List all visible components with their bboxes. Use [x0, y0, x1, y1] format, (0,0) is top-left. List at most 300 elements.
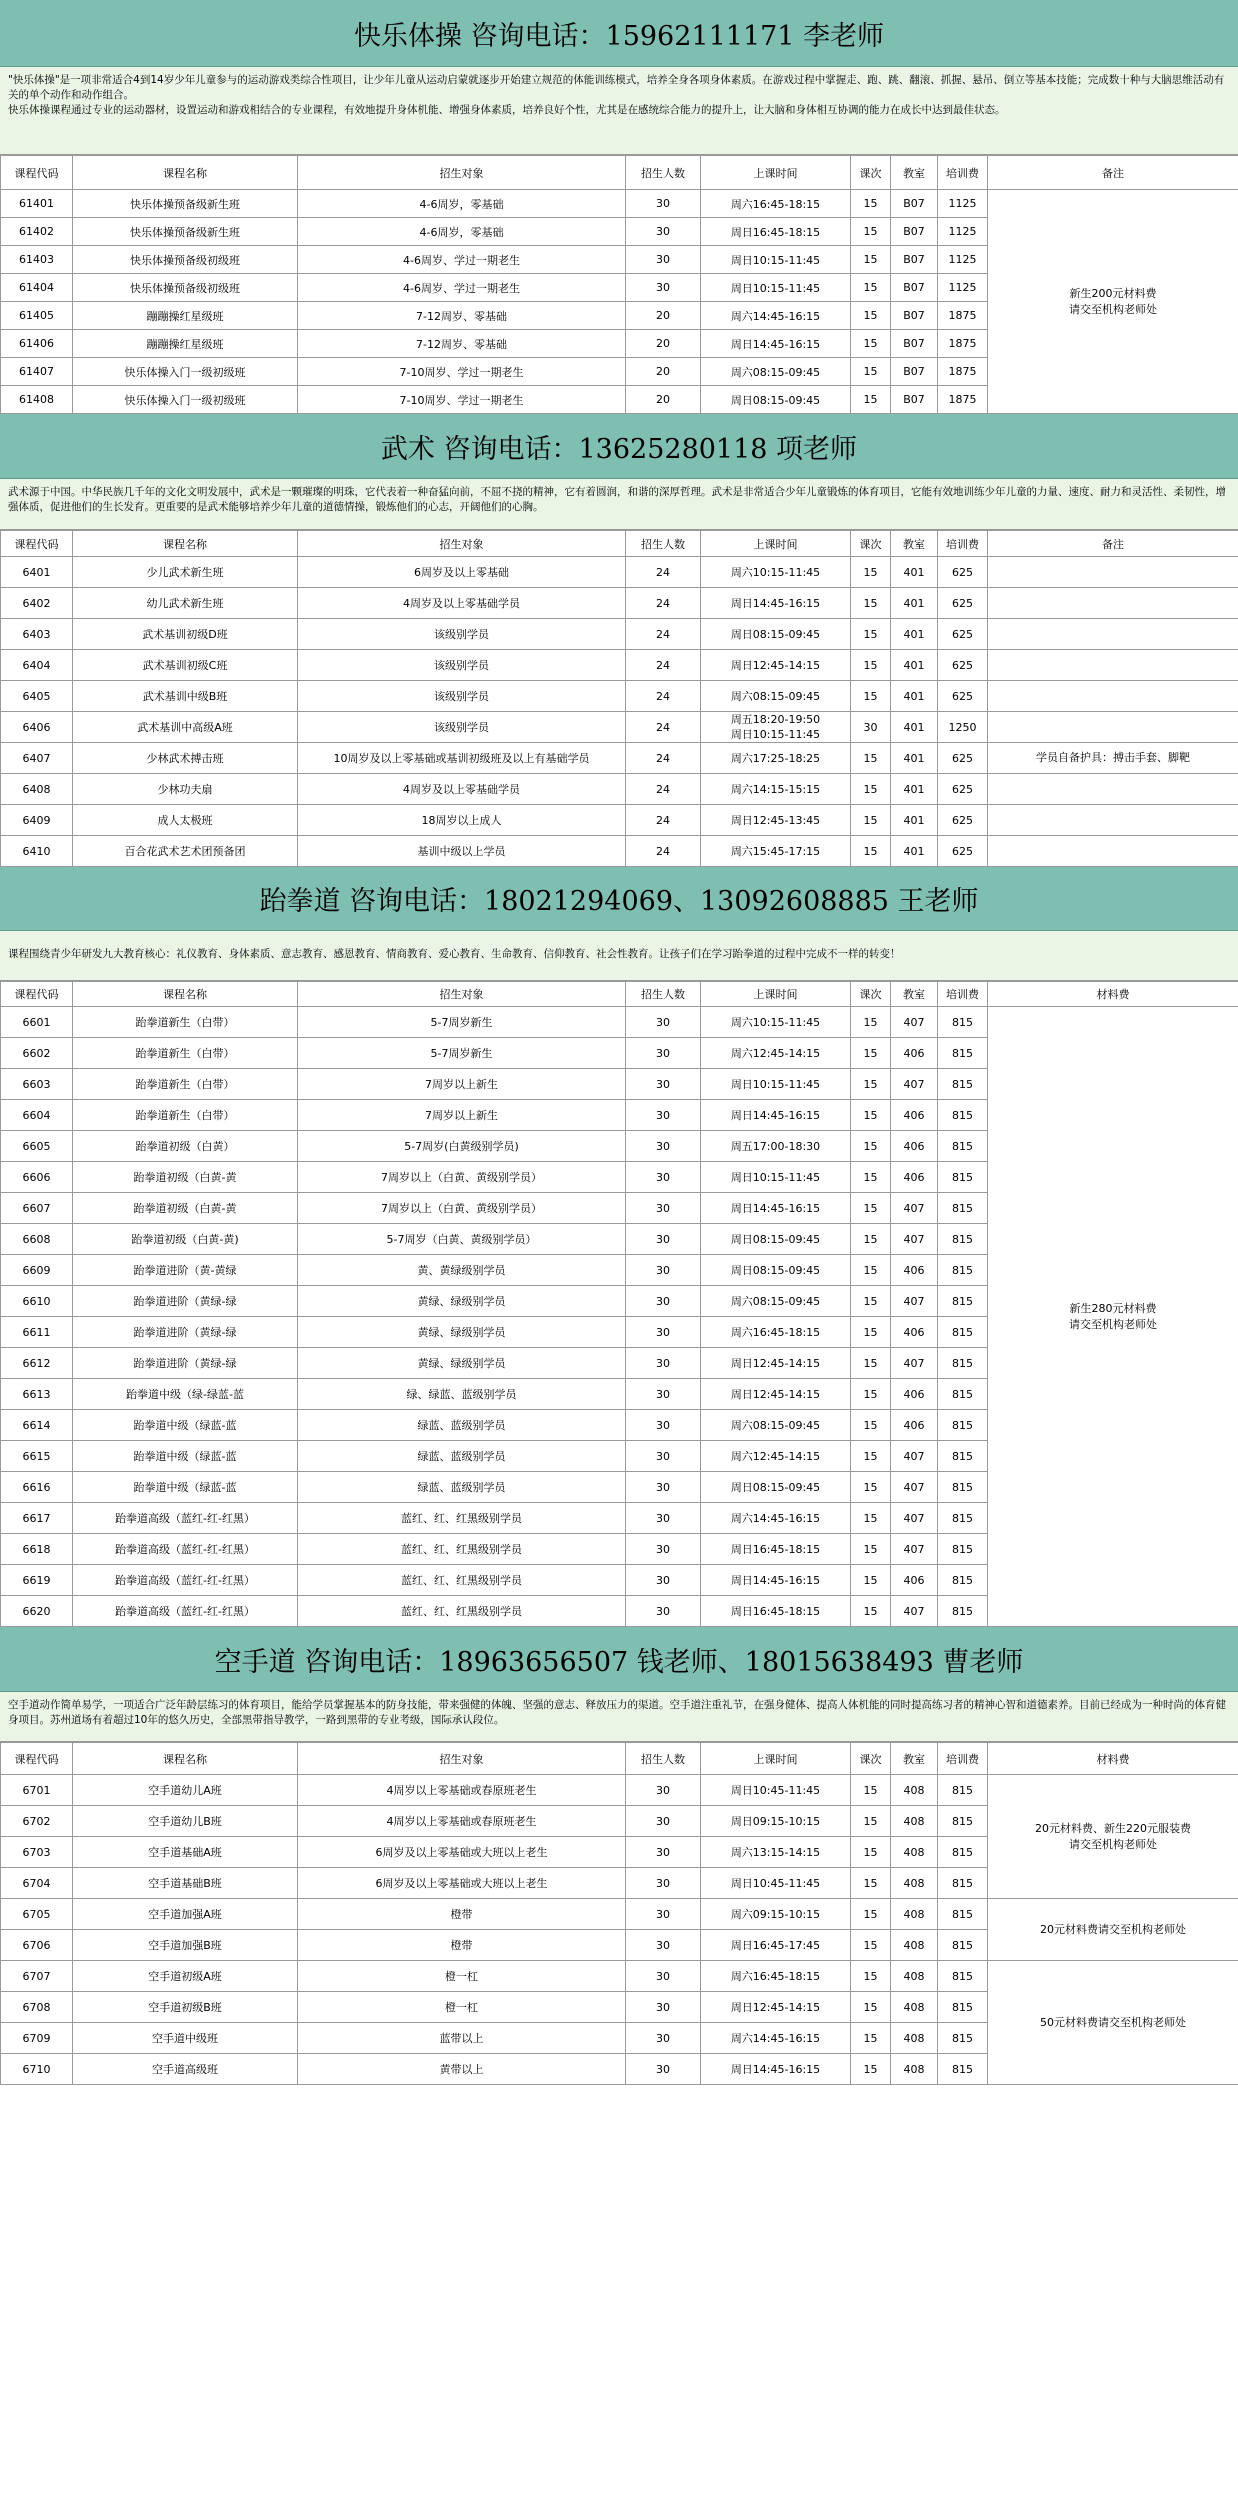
cell-time: 周日09:15-10:15 [701, 1806, 851, 1837]
cell-lessons: 15 [851, 619, 891, 650]
header-count: 招生人数 [626, 1743, 701, 1775]
cell-room: 408 [891, 2054, 938, 2085]
taekwondo-table [0, 981, 1238, 1627]
cell-time: 周五17:00-18:30 [701, 1131, 851, 1162]
cell-fee: 815 [938, 1899, 988, 1930]
cell-code: 6701 [1, 1775, 73, 1806]
cell-time: 周日10:15-11:45 [701, 274, 851, 302]
cell-fee: 1875 [938, 302, 988, 330]
cell-count: 20 [626, 330, 701, 358]
cell-lessons: 15 [851, 386, 891, 414]
cell-fee: 815 [938, 1255, 988, 1286]
cell-fee: 625 [938, 557, 988, 588]
cell-target: 基训中级以上学员 [298, 836, 626, 867]
cell-name: 空手道初级B班 [73, 1992, 298, 2023]
cell-fee: 815 [938, 1069, 988, 1100]
cell-time: 周日10:45-11:45 [701, 1775, 851, 1806]
cell-lessons: 15 [851, 1131, 891, 1162]
cell-fee: 625 [938, 681, 988, 712]
header-target: 招生对象 [298, 156, 626, 190]
cell-lessons: 15 [851, 650, 891, 681]
cell-name: 跆拳道新生（白带） [73, 1069, 298, 1100]
cell-code: 6703 [1, 1837, 73, 1868]
cell-time: 周日08:15-09:45 [701, 1255, 851, 1286]
cell-code: 61405 [1, 302, 73, 330]
cell-fee: 815 [938, 1100, 988, 1131]
cell-fee: 815 [938, 1038, 988, 1069]
cell-time: 周日08:15-09:45 [701, 619, 851, 650]
cell-count: 30 [626, 1441, 701, 1472]
cell-count: 30 [626, 1007, 701, 1038]
cell-fee: 815 [938, 1930, 988, 1961]
header-lessons: 课次 [851, 1743, 891, 1775]
cell-fee: 815 [938, 1503, 988, 1534]
cell-lessons: 15 [851, 1961, 891, 1992]
header-material: 材料费 [988, 1743, 1238, 1775]
cell-name: 跆拳道新生（白带） [73, 1007, 298, 1038]
cell-count: 30 [626, 1961, 701, 1992]
cell-count: 30 [626, 1286, 701, 1317]
cell-target: 10周岁及以上零基础或基训初级班及以上有基础学员 [298, 743, 626, 774]
cell-name: 少儿武术新生班 [73, 557, 298, 588]
cell-name: 跆拳道新生（白带） [73, 1038, 298, 1069]
cell-time: 周六14:45-16:15 [701, 2023, 851, 2054]
cell-time: 周日16:45-18:15 [701, 218, 851, 246]
cell-target: 绿蓝、蓝级别学员 [298, 1441, 626, 1472]
cell-fee: 815 [938, 1961, 988, 1992]
cell-time: 周六16:45-18:15 [701, 1317, 851, 1348]
table-row [1, 743, 1238, 774]
cell-code: 6608 [1, 1224, 73, 1255]
cell-lessons: 15 [851, 1317, 891, 1348]
cell-fee: 1875 [938, 330, 988, 358]
cell-room: 407 [891, 1534, 938, 1565]
cell-count: 30 [626, 2023, 701, 2054]
cell-target: 4-6周岁、学过一期老生 [298, 274, 626, 302]
cell-fee: 815 [938, 1868, 988, 1899]
cell-name: 幼儿武术新生班 [73, 588, 298, 619]
cell-code: 6612 [1, 1348, 73, 1379]
cell-code: 6601 [1, 1007, 73, 1038]
cell-count: 30 [626, 1930, 701, 1961]
cell-code: 6709 [1, 2023, 73, 2054]
cell-time: 周日08:15-09:45 [701, 1224, 851, 1255]
cell-fee: 815 [938, 1837, 988, 1868]
cell-code: 61407 [1, 358, 73, 386]
cell-lessons: 15 [851, 190, 891, 218]
cell-time: 周日16:45-18:15 [701, 1534, 851, 1565]
cell-code: 6613 [1, 1379, 73, 1410]
cell-target: 5-7周岁（白黄、黄级别学员） [298, 1224, 626, 1255]
cell-code: 6604 [1, 1100, 73, 1131]
cell-count: 30 [626, 1534, 701, 1565]
cell-code: 6403 [1, 619, 73, 650]
cell-room: 407 [891, 1069, 938, 1100]
cell-code: 6607 [1, 1193, 73, 1224]
cell-room: 406 [891, 1317, 938, 1348]
cell-time: 周六08:15-09:45 [701, 1410, 851, 1441]
cell-code: 6619 [1, 1565, 73, 1596]
cell-target: 4周岁以上零基础或春原班老生 [298, 1806, 626, 1837]
cell-material-note: 20元材料费、新生220元服装费 请交至机构老师处 [988, 1775, 1238, 1899]
cell-name: 跆拳道中级（绿-绿蓝-蓝 [73, 1379, 298, 1410]
header-name: 课程名称 [73, 156, 298, 190]
cell-code: 61406 [1, 330, 73, 358]
cell-time: 周六13:15-14:15 [701, 1837, 851, 1868]
header-target: 招生对象 [298, 531, 626, 557]
header-note: 备注 [988, 156, 1238, 190]
cell-target: 橙一杠 [298, 1992, 626, 2023]
header-lessons: 课次 [851, 982, 891, 1007]
cell-count: 30 [626, 1806, 701, 1837]
cell-target: 该级别学员 [298, 650, 626, 681]
cell-target: 该级别学员 [298, 619, 626, 650]
cell-room: 408 [891, 1868, 938, 1899]
cell-fee: 1125 [938, 190, 988, 218]
cell-target: 4周岁及以上零基础学员 [298, 588, 626, 619]
header-room: 教室 [891, 531, 938, 557]
table-row [1, 836, 1238, 867]
karate-table [0, 1742, 1238, 2085]
cell-code: 6702 [1, 1806, 73, 1837]
cell-lessons: 15 [851, 681, 891, 712]
cell-time: 周六16:45-18:15 [701, 190, 851, 218]
cell-time: 周日14:45-16:15 [701, 2054, 851, 2085]
cell-lessons: 15 [851, 1193, 891, 1224]
cell-lessons: 15 [851, 2054, 891, 2085]
gymnastics-table [0, 155, 1238, 414]
cell-time: 周日16:45-18:15 [701, 1596, 851, 1627]
cell-time: 周日10:45-11:45 [701, 1868, 851, 1899]
cell-room: 407 [891, 1348, 938, 1379]
cell-time: 周六14:45-16:15 [701, 302, 851, 330]
cell-lessons: 15 [851, 358, 891, 386]
cell-room: 406 [891, 1379, 938, 1410]
cell-lessons: 15 [851, 588, 891, 619]
header-fee: 培训费 [938, 982, 988, 1007]
cell-room: 406 [891, 1162, 938, 1193]
cell-time: 周六10:15-11:45 [701, 1007, 851, 1038]
header-note: 备注 [988, 531, 1238, 557]
cell-name: 空手道幼儿A班 [73, 1775, 298, 1806]
table-row [1, 619, 1238, 650]
cell-target: 5-7周岁(白黄级别学员) [298, 1131, 626, 1162]
cell-code: 6406 [1, 712, 73, 743]
cell-count: 24 [626, 588, 701, 619]
header-count: 招生人数 [626, 531, 701, 557]
cell-target: 6周岁及以上零基础 [298, 557, 626, 588]
cell-fee: 815 [938, 1806, 988, 1837]
cell-time: 周日12:45-14:15 [701, 1992, 851, 2023]
cell-target: 橙带 [298, 1930, 626, 1961]
cell-code: 6616 [1, 1472, 73, 1503]
cell-name: 成人太极班 [73, 805, 298, 836]
cell-lessons: 15 [851, 805, 891, 836]
cell-target: 橙一杠 [298, 1961, 626, 1992]
cell-name: 快乐体操预备级初级班 [73, 246, 298, 274]
cell-name: 蹦蹦操红星级班 [73, 302, 298, 330]
cell-target: 蓝红、红、红黑级别学员 [298, 1534, 626, 1565]
cell-room: 401 [891, 743, 938, 774]
cell-code: 6602 [1, 1038, 73, 1069]
cell-count: 30 [626, 1868, 701, 1899]
cell-lessons: 15 [851, 1410, 891, 1441]
cell-name: 空手道初级A班 [73, 1961, 298, 1992]
cell-time: 周日08:15-09:45 [701, 1472, 851, 1503]
cell-code: 6605 [1, 1131, 73, 1162]
cell-name: 跆拳道高级（蓝红-红-红黑） [73, 1534, 298, 1565]
cell-target: 7周岁以上（白黄、黄级别学员） [298, 1193, 626, 1224]
header-name: 课程名称 [73, 531, 298, 557]
cell-name: 跆拳道进阶（黄-黄绿 [73, 1255, 298, 1286]
cell-name: 空手道幼儿B班 [73, 1806, 298, 1837]
cell-code: 61408 [1, 386, 73, 414]
cell-lessons: 15 [851, 1472, 891, 1503]
table-row [1, 774, 1238, 805]
cell-fee: 815 [938, 2023, 988, 2054]
cell-name: 快乐体操预备级新生班 [73, 190, 298, 218]
cell-time: 周日10:15-11:45 [701, 1069, 851, 1100]
cell-target: 绿蓝、蓝级别学员 [298, 1472, 626, 1503]
cell-count: 30 [626, 1379, 701, 1410]
cell-name: 跆拳道初级（白黄） [73, 1131, 298, 1162]
cell-name: 跆拳道高级（蓝红-红-红黑） [73, 1503, 298, 1534]
cell-lessons: 15 [851, 218, 891, 246]
cell-code: 6618 [1, 1534, 73, 1565]
cell-room: 406 [891, 1038, 938, 1069]
cell-room: 408 [891, 1837, 938, 1868]
cell-count: 30 [626, 1472, 701, 1503]
header-name: 课程名称 [73, 1743, 298, 1775]
cell-room: B07 [891, 330, 938, 358]
cell-name: 跆拳道新生（白带） [73, 1100, 298, 1131]
cell-count: 30 [626, 1038, 701, 1069]
cell-code: 6405 [1, 681, 73, 712]
table-header [1, 531, 1238, 557]
cell-note [988, 836, 1238, 867]
wushu-description: 武术源于中国。中华民族几千年的文化文明发展中，武术是一颗璀璨的明珠，它代表着一种奋猛向前，不屈不挠的精神，它有着圆润，和谐的深厚哲理。武术是非常适合少年儿童锻炼的体育项目，它能有效地训练少年儿童的力量、速度、耐力和灵活性、柔韧性，增强体质，促进他们的生长发育。更重要的是武术能够培养少年儿童的道德情操，锻炼他们的心志，开阔他们的心胸。 [0, 479, 1238, 530]
cell-room: 401 [891, 836, 938, 867]
cell-fee: 815 [938, 1348, 988, 1379]
cell-count: 20 [626, 386, 701, 414]
cell-name: 空手道高级班 [73, 2054, 298, 2085]
cell-count: 30 [626, 218, 701, 246]
cell-name: 武术基训初级D班 [73, 619, 298, 650]
header-name: 课程名称 [73, 982, 298, 1007]
table-header [1, 156, 1238, 190]
cell-name: 快乐体操入门一级初级班 [73, 358, 298, 386]
cell-room: 401 [891, 650, 938, 681]
cell-target: 18周岁以上成人 [298, 805, 626, 836]
cell-lessons: 15 [851, 557, 891, 588]
cell-code: 6708 [1, 1992, 73, 2023]
cell-name: 快乐体操预备级初级班 [73, 274, 298, 302]
cell-target: 绿蓝、蓝级别学员 [298, 1410, 626, 1441]
table-header [1, 1743, 1238, 1775]
cell-room: 407 [891, 1596, 938, 1627]
table-row [1, 1775, 1238, 1806]
header-fee: 培训费 [938, 156, 988, 190]
cell-time: 周日10:15-11:45 [701, 246, 851, 274]
cell-note [988, 774, 1238, 805]
cell-name: 跆拳道中级（绿蓝-蓝 [73, 1472, 298, 1503]
header-fee: 培训费 [938, 531, 988, 557]
cell-fee: 625 [938, 650, 988, 681]
cell-fee: 625 [938, 805, 988, 836]
cell-target: 4周岁及以上零基础学员 [298, 774, 626, 805]
gymnastics-description-p2: 快乐体操课程通过专业的运动器材，设置运动和游戏相结合的专业课程，有效地提升身体机能、增强身体素质，培养良好个性，尤其是在感统综合能力的提升上，让大脑和身体相互协调的能力在成长中达到最佳状态。 [8, 104, 1006, 116]
cell-count: 24 [626, 557, 701, 588]
cell-room: 407 [891, 1441, 938, 1472]
cell-name: 蹦蹦操红星级班 [73, 330, 298, 358]
cell-fee: 815 [938, 1534, 988, 1565]
cell-count: 20 [626, 358, 701, 386]
cell-count: 30 [626, 1503, 701, 1534]
cell-lessons: 15 [851, 774, 891, 805]
cell-room: B07 [891, 274, 938, 302]
cell-room: 408 [891, 1899, 938, 1930]
cell-count: 30 [626, 1317, 701, 1348]
header-code: 课程代码 [1, 1743, 73, 1775]
cell-room: 407 [891, 1224, 938, 1255]
cell-target: 该级别学员 [298, 712, 626, 743]
cell-name: 跆拳道初级（白黄-黄) [73, 1224, 298, 1255]
header-lessons: 课次 [851, 156, 891, 190]
cell-name: 少林功夫扇 [73, 774, 298, 805]
cell-code: 61402 [1, 218, 73, 246]
cell-fee: 815 [938, 1286, 988, 1317]
header-count: 招生人数 [626, 982, 701, 1007]
gymnastics-description [0, 67, 1238, 155]
cell-fee: 815 [938, 1224, 988, 1255]
cell-target: 黄带以上 [298, 2054, 626, 2085]
cell-target: 黄、黄绿级别学员 [298, 1255, 626, 1286]
cell-fee: 815 [938, 1193, 988, 1224]
cell-lessons: 15 [851, 1038, 891, 1069]
cell-lessons: 15 [851, 1007, 891, 1038]
cell-time: 周日12:45-14:15 [701, 650, 851, 681]
cell-time: 周日14:45-16:15 [701, 330, 851, 358]
cell-fee: 815 [938, 1131, 988, 1162]
table-row [1, 1899, 1238, 1930]
cell-code: 6409 [1, 805, 73, 836]
cell-fee: 625 [938, 619, 988, 650]
cell-lessons: 15 [851, 1837, 891, 1868]
cell-time: 周六12:45-14:15 [701, 1038, 851, 1069]
wushu-title: 武术 咨询电话：13625280118 项老师 [0, 414, 1238, 479]
cell-count: 30 [626, 1255, 701, 1286]
cell-note [988, 557, 1238, 588]
header-target: 招生对象 [298, 1743, 626, 1775]
cell-target: 5-7周岁新生 [298, 1038, 626, 1069]
cell-room: B07 [891, 302, 938, 330]
cell-code: 6401 [1, 557, 73, 588]
cell-code: 61401 [1, 190, 73, 218]
cell-lessons: 15 [851, 246, 891, 274]
cell-fee: 815 [938, 1379, 988, 1410]
cell-name: 武术基训中高级A班 [73, 712, 298, 743]
header-target: 招生对象 [298, 982, 626, 1007]
cell-time: 周六10:15-11:45 [701, 557, 851, 588]
cell-name: 跆拳道中级（绿蓝-蓝 [73, 1410, 298, 1441]
cell-name: 跆拳道初级（白黄-黄 [73, 1162, 298, 1193]
cell-time: 周日16:45-17:45 [701, 1930, 851, 1961]
cell-count: 30 [626, 1100, 701, 1131]
cell-fee: 815 [938, 1162, 988, 1193]
cell-room: 406 [891, 1100, 938, 1131]
cell-count: 30 [626, 1131, 701, 1162]
cell-target: 4-6周岁，零基础 [298, 190, 626, 218]
cell-target: 7-12周岁、零基础 [298, 330, 626, 358]
cell-fee: 815 [938, 1596, 988, 1627]
cell-lessons: 15 [851, 1503, 891, 1534]
cell-count: 30 [626, 1837, 701, 1868]
cell-code: 6707 [1, 1961, 73, 1992]
cell-time: 周日10:15-11:45 [701, 1162, 851, 1193]
cell-material-note: 20元材料费请交至机构老师处 [988, 1899, 1238, 1961]
cell-count: 30 [626, 2054, 701, 2085]
cell-name: 跆拳道高级（蓝红-红-红黑） [73, 1565, 298, 1596]
cell-time: 周六14:15-15:15 [701, 774, 851, 805]
cell-target: 黄绿、绿级别学员 [298, 1286, 626, 1317]
cell-room: 401 [891, 681, 938, 712]
cell-material-note: 新生280元材料费 请交至机构老师处 [988, 1007, 1238, 1627]
cell-code: 6606 [1, 1162, 73, 1193]
cell-code: 6704 [1, 1868, 73, 1899]
cell-room: 408 [891, 1992, 938, 2023]
cell-time: 周六08:15-09:45 [701, 358, 851, 386]
wushu-table [0, 530, 1238, 867]
cell-fee: 815 [938, 1441, 988, 1472]
cell-target: 7-10周岁、学过一期老生 [298, 386, 626, 414]
cell-lessons: 15 [851, 1868, 891, 1899]
cell-target: 黄绿、绿级别学员 [298, 1348, 626, 1379]
cell-time: 周六17:25-18:25 [701, 743, 851, 774]
cell-room: 401 [891, 588, 938, 619]
cell-lessons: 15 [851, 274, 891, 302]
cell-material-note: 新生200元材料费 请交至机构老师处 [988, 190, 1238, 414]
cell-lessons: 15 [851, 1930, 891, 1961]
table-header [1, 982, 1238, 1007]
cell-target: 绿、绿蓝、蓝级别学员 [298, 1379, 626, 1410]
cell-fee: 815 [938, 1992, 988, 2023]
cell-time: 周日12:45-14:15 [701, 1348, 851, 1379]
cell-code: 61403 [1, 246, 73, 274]
cell-lessons: 15 [851, 1992, 891, 2023]
cell-code: 6408 [1, 774, 73, 805]
cell-lessons: 15 [851, 1441, 891, 1472]
header-code: 课程代码 [1, 531, 73, 557]
cell-target: 6周岁及以上零基础或大班以上老生 [298, 1837, 626, 1868]
cell-name: 空手道加强B班 [73, 1930, 298, 1961]
cell-room: B07 [891, 358, 938, 386]
table-row [1, 1961, 1238, 1992]
cell-time: 周六09:15-10:15 [701, 1899, 851, 1930]
cell-count: 30 [626, 1775, 701, 1806]
cell-time: 周六12:45-14:15 [701, 1441, 851, 1472]
cell-lessons: 15 [851, 1162, 891, 1193]
cell-name: 空手道基础B班 [73, 1868, 298, 1899]
cell-room: 408 [891, 1775, 938, 1806]
cell-room: 406 [891, 1410, 938, 1441]
cell-room: B07 [891, 246, 938, 274]
header-fee: 培训费 [938, 1743, 988, 1775]
cell-target: 蓝红、红、红黑级别学员 [298, 1596, 626, 1627]
header-room: 教室 [891, 1743, 938, 1775]
cell-room: 401 [891, 774, 938, 805]
cell-room: 408 [891, 2023, 938, 2054]
cell-target: 4-6周岁、学过一期老生 [298, 246, 626, 274]
